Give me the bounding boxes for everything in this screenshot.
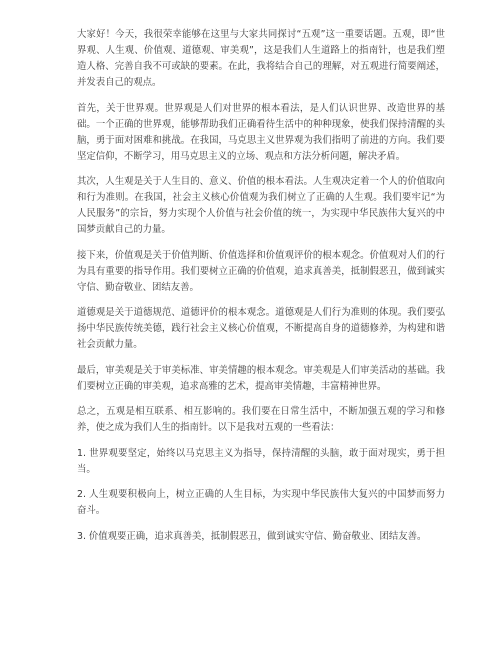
document-body (77, 27, 445, 554)
list-item-3: 3. 价值观要正确，追求真善美，抵制假恶丑，做到诚实守信、勤奋敬业、团结友善。 (77, 530, 427, 542)
paragraph-values: 接下来，价值观是关于价值判断、价值选择和价值观评价的根本观念。价值观对人们的行为具有重要的指导作用。我们要树立正确的价值观，追求真善美，抵制假恶丑，做到诚实守信、勤奋敬业、团结友善。 (77, 249, 445, 293)
paragraph-morality: 道德观是关于道德规范、道德评价的根本观念。道德观是人们行为准则的体现。我们要弘扬中华民族传统美德，践行社会主义核心价值观，不断提高自身的道德修养，为构建和谐社会贡献力量。 (77, 307, 445, 350)
paragraph-aesthetics: 最后，审美观是关于审美标准、审美情趣的根本观念。审美观是人们审美活动的基础。我们要树立正确的审美观，追求高雅的艺术，提高审美情趣，丰富精神世界。 (77, 364, 445, 392)
list-item-1: 1. 世界观要坚定，始终以马克思主义为指导，保持清醒的头脑，敢于面对现实，勇于担当。 (77, 447, 445, 475)
paragraph-outlook-on-life: 其次，人生观是关于人生目的、意义、价值的根本看法。人生观决定着一个人的价值取向和行为准则。在我国，社会主义核心价值观为我们树立了正确的人生观。我们要牢记“为人民服务”的宗旨，努力实现个人价值与社会价值的统一，为实现中华民族伟大复兴的中国梦贡献自己的力量。 (77, 176, 445, 235)
paragraph-summary: 总之，五观是相互联系、相互影响的。我们要在日常生活中，不断加强五观的学习和修养，使之成为我们人生的指南针。以下是我对五观的一些看法： (77, 406, 445, 433)
paragraph-worldview: 首先，关于世界观。世界观是人们对世界的根本看法，是人们认识世界、改造世界的基础。一个正确的世界观，能够帮助我们正确看待生活中的种种现象，使我们保持清醒的头脑，勇于面对困难和挑战。在我国，马克思主义世界观为我们指明了前进的方向。我们要坚定信仰，不断学习，用马克思主义的立场、观点和方法分析问题，解决矛盾。 (77, 102, 445, 162)
paragraph-intro: 大家好！今天，我很荣幸能够在这里与大家共同探讨“五观”这一重要话题。五观，即“世界观、人生观、价值观、道德观、审美观”，这是我们人生道路上的指南针，也是我们塑造人格、完善自我不可或缺的要素。在此，我将结合自己的理解，对五观进行简要阐述，并发表自己的观点。 (77, 29, 445, 88)
list-item-2: 2. 人生观要积极向上，树立正确的人生目标，为实现中华民族伟大复兴的中国梦而努力奋斗。 (77, 489, 445, 516)
